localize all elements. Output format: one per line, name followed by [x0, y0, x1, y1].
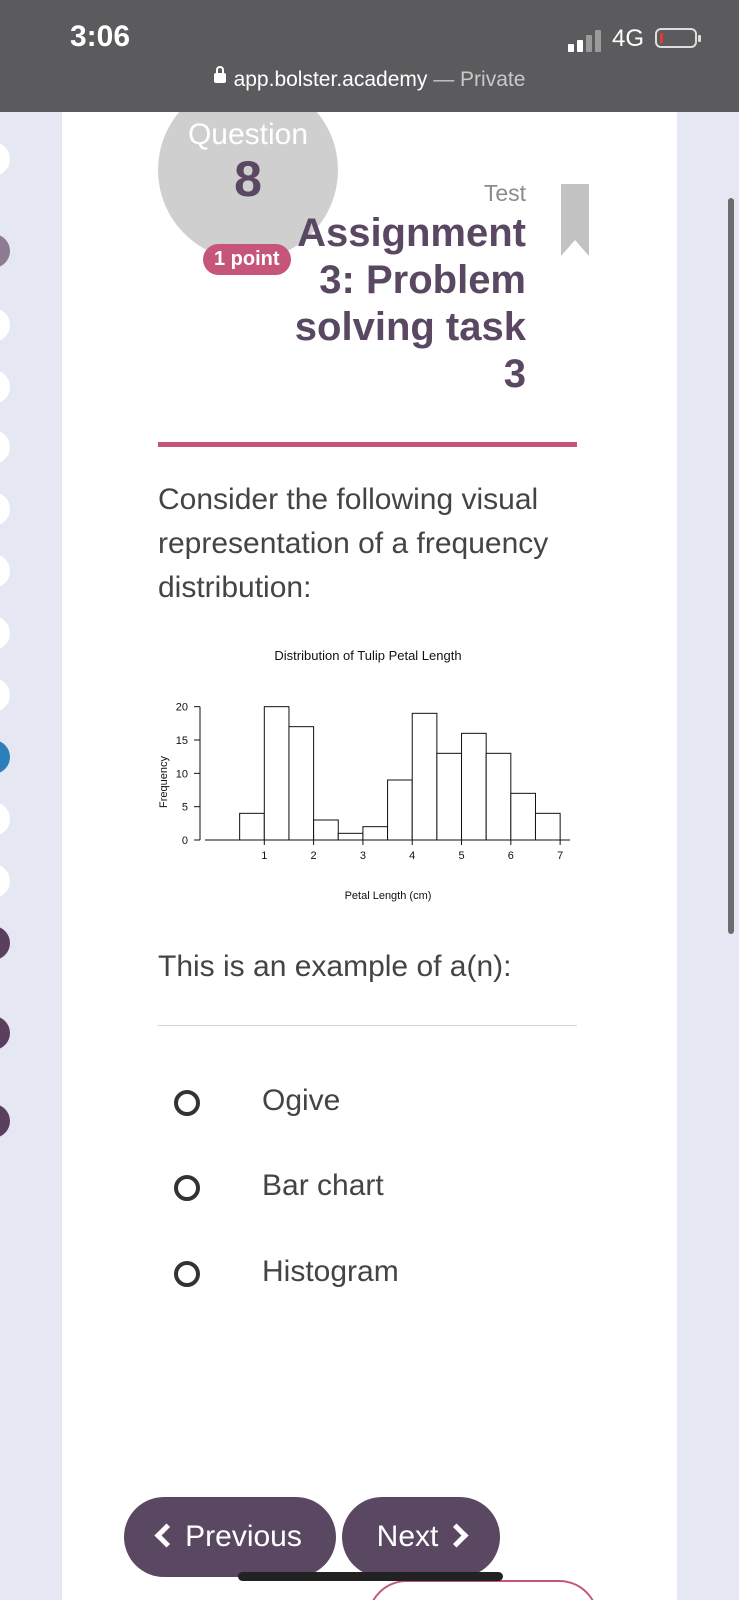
question-dot[interactable]: [0, 864, 10, 898]
question-dot[interactable]: [0, 430, 10, 464]
question-card: [62, 112, 677, 1600]
chevron-left-icon: [155, 1523, 179, 1547]
histogram-bar: [363, 827, 388, 840]
radio-button[interactable]: [174, 1090, 200, 1116]
x-tick-label: 6: [507, 850, 514, 862]
x-tick-label: 3: [359, 850, 366, 862]
points-badge: 1 point: [203, 244, 291, 275]
question-dot[interactable]: [0, 142, 10, 176]
question-dot[interactable]: [0, 926, 10, 960]
histogram-bar: [240, 813, 265, 840]
next-label: Next: [376, 1520, 439, 1553]
histogram-bar: [412, 713, 437, 840]
clock: 3:06: [70, 20, 131, 53]
previous-button[interactable]: [124, 1497, 336, 1577]
question-label: Question: [187, 118, 309, 151]
option-ogive[interactable]: [172, 1074, 552, 1134]
histogram-chart: [154, 642, 584, 932]
question-dot[interactable]: [0, 678, 10, 712]
url-bar[interactable]: [0, 68, 739, 92]
histogram-bar: [437, 753, 462, 840]
y-axis-label: Frequency: [158, 756, 170, 808]
question-dot[interactable]: [0, 802, 10, 836]
question-dot[interactable]: [0, 616, 10, 650]
lock-icon: [214, 73, 226, 83]
histogram-bar: [388, 780, 413, 840]
x-tick-label: 2: [310, 850, 317, 862]
x-tick-label: 5: [458, 850, 465, 862]
battery-icon: [655, 28, 697, 48]
option-label: Histogram: [262, 1255, 399, 1288]
question-navigator-rail: [0, 112, 20, 1600]
question-prompt: Consider the following visual representation of a frequency distribution:: [158, 483, 549, 604]
question-dot[interactable]: [0, 308, 10, 342]
question-divider: [158, 1025, 577, 1026]
x-axis-label: Petal Length (cm): [344, 890, 432, 902]
question-dot[interactable]: [0, 370, 10, 404]
home-indicator: [238, 1572, 503, 1581]
question-dot[interactable]: [0, 1016, 10, 1050]
radio-button[interactable]: [174, 1261, 200, 1287]
radio-button[interactable]: [174, 1175, 200, 1201]
previous-label: Previous: [185, 1520, 302, 1553]
y-tick-label: 20: [175, 701, 188, 714]
question-dot[interactable]: [0, 234, 10, 268]
scrollbar[interactable]: [728, 198, 734, 934]
bookmark-icon[interactable]: [561, 184, 589, 256]
x-tick-label: 4: [409, 850, 416, 862]
assignment-title: Assignment 3: Problem solving task 3: [294, 211, 526, 396]
histogram-bar: [264, 707, 289, 840]
y-tick-label: 0: [181, 835, 188, 847]
histogram-bar: [338, 833, 363, 840]
title-divider: [158, 442, 577, 447]
next-button[interactable]: [342, 1497, 500, 1577]
option-bar-chart[interactable]: [172, 1159, 552, 1219]
histogram-bar: [462, 733, 487, 840]
y-tick-label: 5: [181, 801, 188, 814]
chevron-right-icon: [445, 1523, 469, 1547]
chart-title: Distribution of Tulip Petal Length: [274, 648, 462, 663]
histogram-bar: [486, 753, 511, 840]
submit-button-outline[interactable]: [367, 1580, 599, 1600]
network-type: 4G: [612, 25, 645, 52]
url-text: app.bolster.academy: [233, 68, 428, 91]
histogram-bar: [535, 813, 560, 840]
x-tick-label: 7: [557, 850, 564, 862]
x-tick-label: 1: [261, 850, 268, 862]
question-dot[interactable]: [0, 492, 10, 526]
question-dot[interactable]: [0, 554, 10, 588]
histogram-bar: [314, 820, 339, 840]
question-number: 8: [234, 151, 262, 207]
option-label: Ogive: [262, 1084, 341, 1117]
option-label: Bar chart: [262, 1169, 384, 1202]
question-text: This is an example of a(n):: [158, 950, 512, 983]
question-dot[interactable]: [0, 1104, 10, 1138]
option-histogram[interactable]: [172, 1245, 552, 1305]
cellular-signal-icon: [568, 30, 604, 52]
histogram-bar: [289, 727, 314, 840]
question-dot-current[interactable]: [0, 740, 10, 774]
private-label: — Private: [427, 68, 526, 91]
status-bar: [0, 0, 739, 112]
y-tick-label: 15: [175, 735, 188, 747]
assessment-type: Test: [483, 180, 526, 206]
y-tick-label: 10: [175, 768, 188, 781]
histogram-bar: [511, 793, 536, 840]
